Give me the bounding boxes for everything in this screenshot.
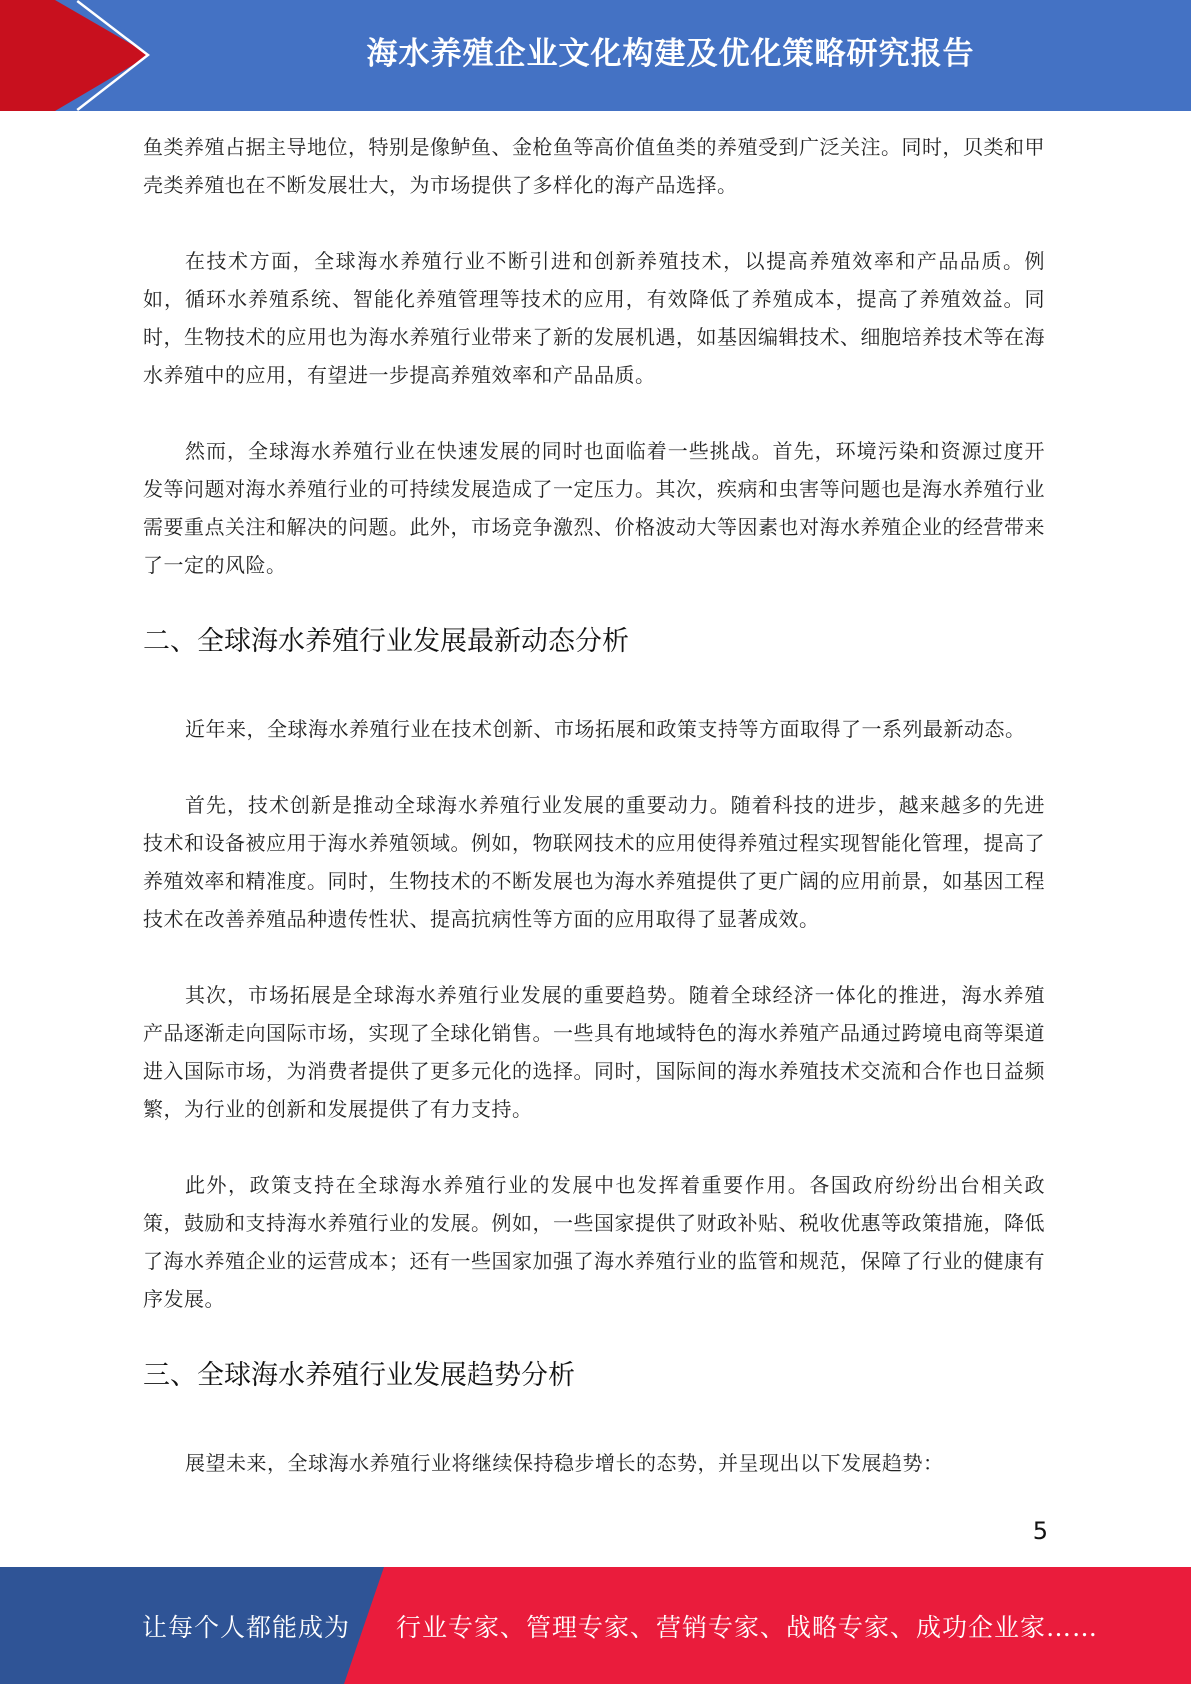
paragraph: 鱼类养殖占据主导地位，特别是像鲈鱼、金枪鱼等高价值鱼类的养殖受到广泛关注。同时，贝类和甲壳类养殖也在不断发展壮大，为市场提供了多样化的海产品选择。 [143, 135, 1045, 197]
footer-slogan-left: 让每个人都能成为 [142, 1612, 351, 1642]
paragraph: 展望未来，全球海水养殖行业将继续保持稳步增长的态势，并呈现出以下发展趋势： [185, 1451, 944, 1475]
paragraph: 在技术方面，全球海水养殖行业不断引进和创新养殖技术，以提高养殖效率和产品品质。例如，循环水养殖系统、智能化养殖管理等技术的应用，有效降低了养殖成本，提高了养殖效益。同时，生物技术的应用也为海水养殖行业带来了新的发展机遇，如基因编辑技术、细胞培养技术等在海水养殖中的应用，有望进一步提高养殖效率和产品品质。 [143, 249, 1045, 387]
paragraph: 此外，政策支持在全球海水养殖行业的发展中也发挥着重要作用。各国政府纷纷出台相关政策，鼓励和支持海水养殖行业的发展。例如，一些国家提供了财政补贴、税收优惠等政策措施，降低了海水养殖企业的运营成本；还有一些国家加强了海水养殖行业的监管和规范，保障了行业的健康有序发展。 [143, 1173, 1045, 1311]
section-heading: 二、全球海水养殖行业发展最新动态分析 [143, 626, 629, 657]
document-title: 海水养殖企业文化构建及优化策略研究报告 [366, 35, 975, 72]
page-number: 5 [1032, 1517, 1048, 1545]
paragraph: 近年来，全球海水养殖行业在技术创新、市场拓展和政策支持等方面取得了一系列最新动态。 [185, 717, 1026, 741]
paragraph: 其次，市场拓展是全球海水养殖行业发展的重要趋势。随着全球经济一体化的推进，海水养殖产品逐渐走向国际市场，实现了全球化销售。一些具有地域特色的海水养殖产品通过跨境电商等渠道进入国际市场，为消费者提供了更多元化的选择。同时，国际间的海水养殖技术交流和合作也日益频繁，为行业的创新和发展提供了有力支持。 [143, 983, 1045, 1121]
paragraph: 然而，全球海水养殖行业在快速发展的同时也面临着一些挑战。首先，环境污染和资源过度开发等问题对海水养殖行业的可持续发展造成了一定压力。其次，疾病和虫害等问题也是海水养殖行业需要重点关注和解决的问题。此外，市场竞争激烈、价格波动大等因素也对海水养殖企业的经营带来了一定的风险。 [143, 439, 1045, 577]
page-header [0, 0, 1191, 111]
page-content [143, 128, 1045, 1482]
page-footer [0, 1567, 1191, 1684]
footer-slogan-right: 行业专家、管理专家、营销专家、战略专家、成功企业家…… [396, 1612, 1099, 1642]
section-heading: 三、全球海水养殖行业发展趋势分析 [143, 1360, 575, 1391]
paragraph: 首先，技术创新是推动全球海水养殖行业发展的重要动力。随着科技的进步，越来越多的先进技术和设备被应用于海水养殖领域。例如，物联网技术的应用使得养殖过程实现智能化管理，提高了养殖效率和精准度。同时，生物技术的不断发展也为海水养殖提供了更广阔的应用前景，如基因工程技术在改善养殖品种遗传性状、提高抗病性等方面的应用取得了显著成效。 [143, 793, 1045, 931]
header-arrow-decoration [0, 0, 160, 111]
